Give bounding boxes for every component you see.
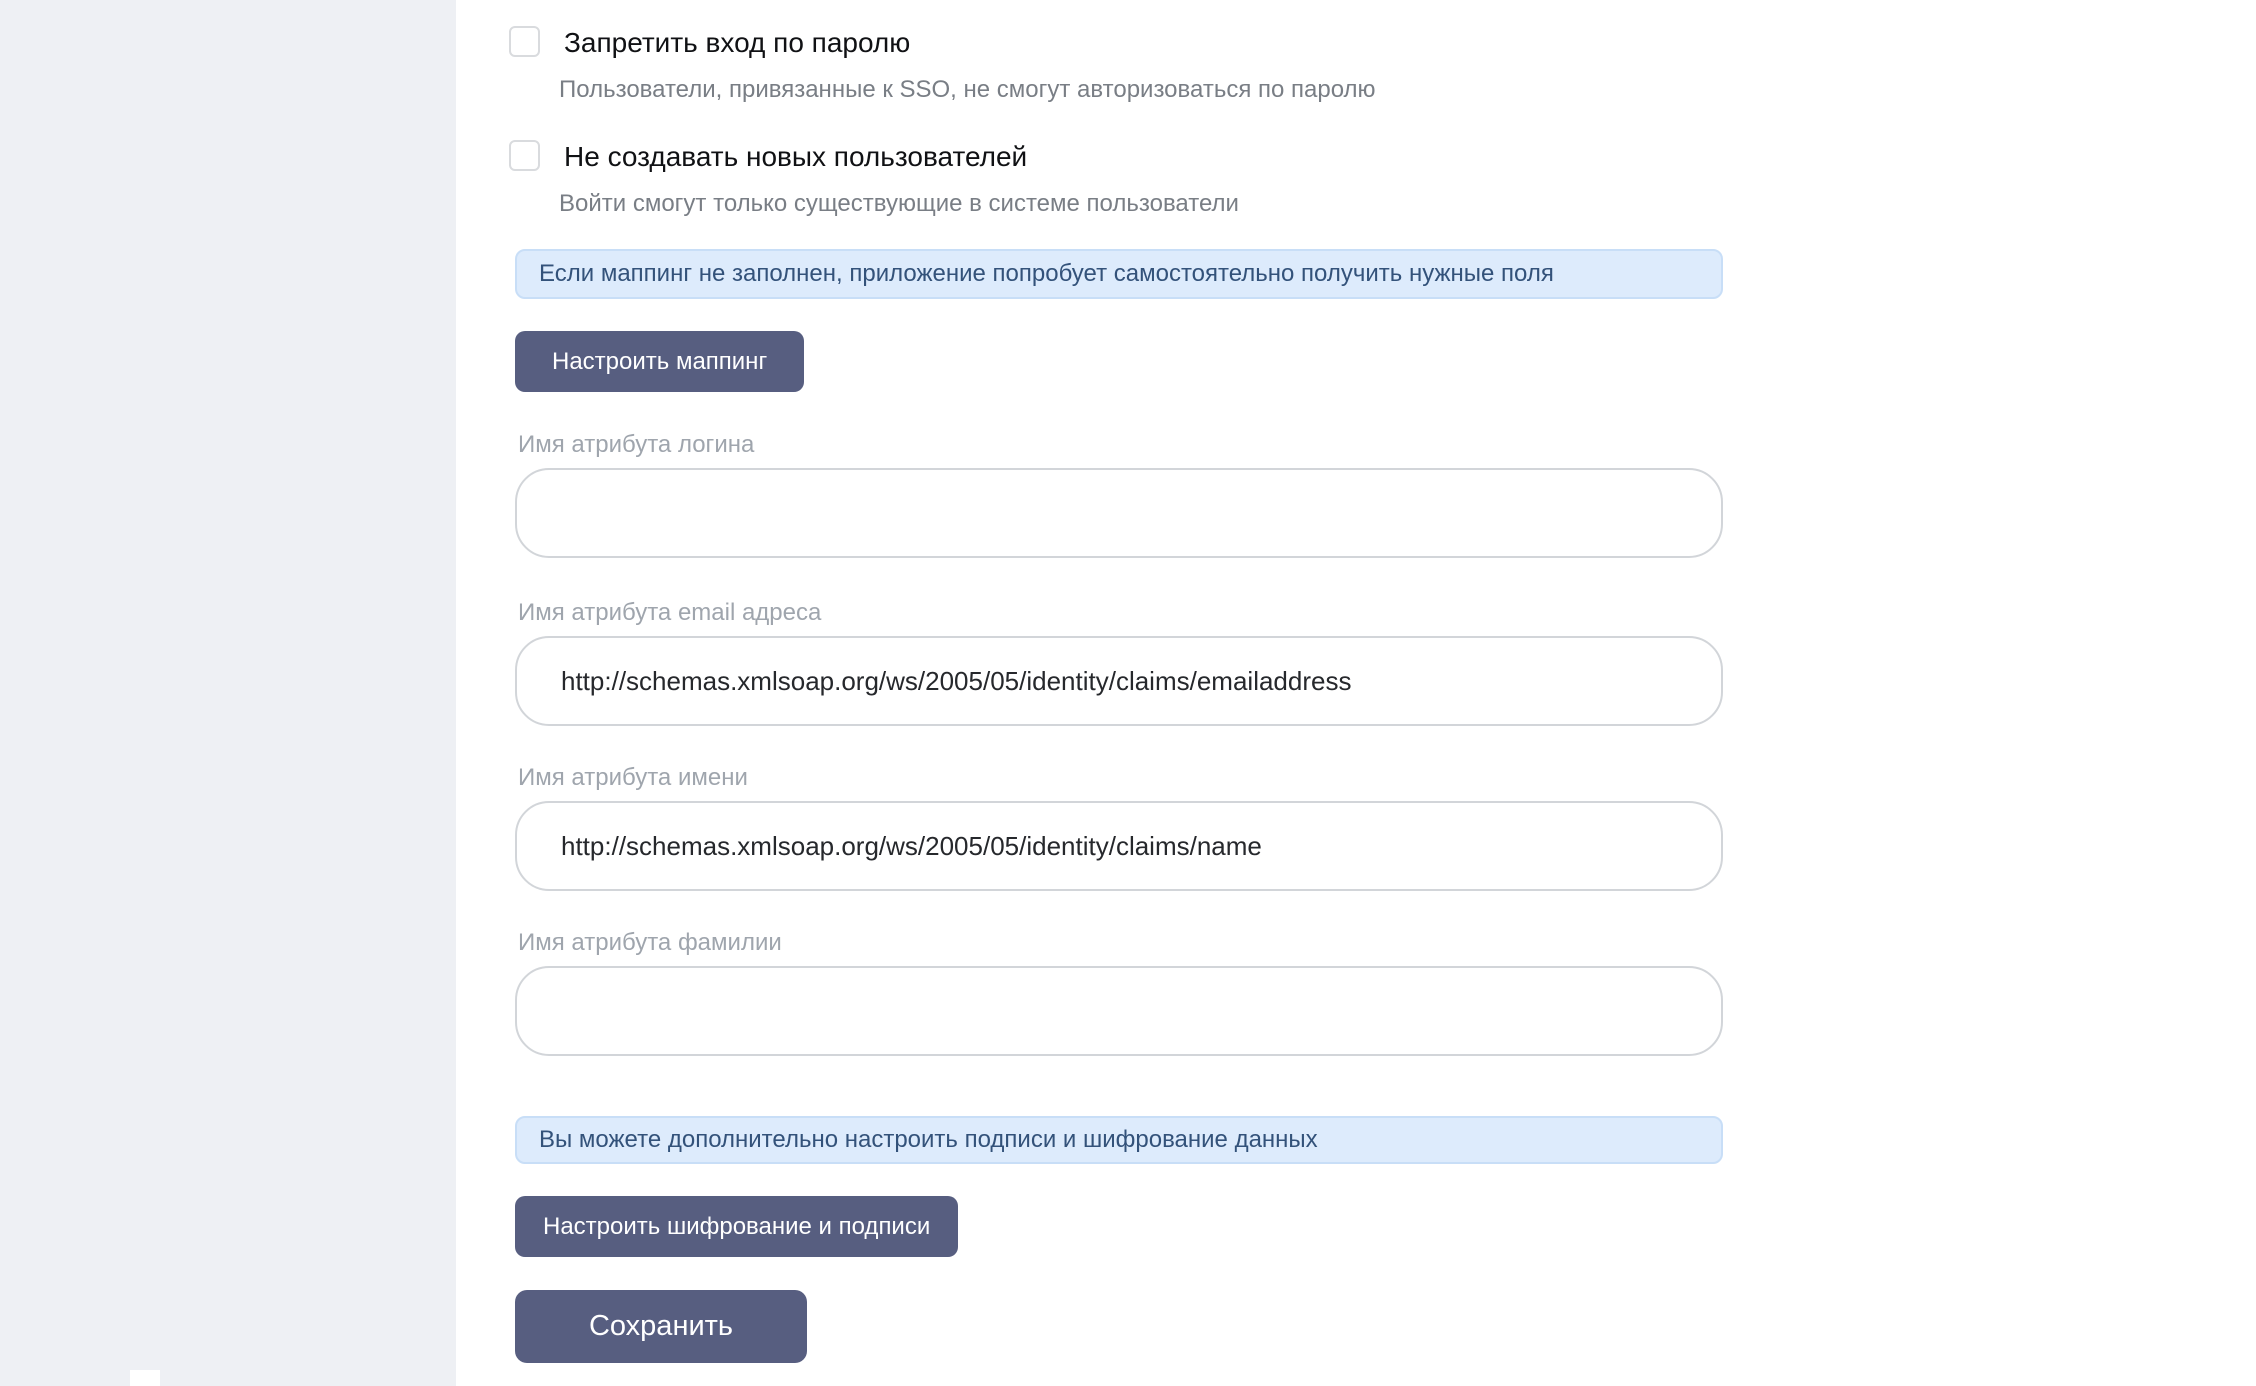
checkbox-field-no-new-users[interactable] (515, 140, 1723, 174)
disable-password-login-checkbox[interactable] (509, 26, 540, 57)
name-attribute-input[interactable] (515, 801, 1723, 891)
checkbox-field-disable-password-login[interactable] (515, 26, 1723, 60)
checkbox-label[interactable]: Не создавать новых пользователей (564, 141, 1028, 172)
login-attribute-input[interactable] (515, 468, 1723, 558)
no-new-users-checkbox[interactable] (509, 140, 540, 171)
email-attribute-label: Имя атрибута email адреса (518, 599, 822, 626)
email-attribute-input[interactable] (515, 636, 1723, 726)
sidebar-bottom-notch (130, 1370, 160, 1386)
mapping-info-banner: Если маппинг не заполнен, приложение попробует самостоятельно получить нужные поля (515, 249, 1723, 299)
checkbox-description: Пользователи, привязанные к SSO, не смогут авторизоваться по паролю (559, 76, 1376, 103)
login-attribute-label: Имя атрибута логина (518, 431, 755, 458)
surname-attribute-input[interactable] (515, 966, 1723, 1056)
checkbox-label[interactable]: Запретить вход по паролю (564, 27, 911, 58)
sidebar (0, 0, 456, 1386)
save-button[interactable]: Сохранить (515, 1290, 807, 1363)
surname-attribute-label: Имя атрибута фамилии (518, 929, 782, 956)
configure-signing-button[interactable]: Настроить шифрование и подписи (515, 1196, 958, 1257)
name-attribute-label: Имя атрибута имени (518, 764, 748, 791)
signing-info-banner: Вы можете дополнительно настроить подписи и шифрование данных (515, 1116, 1723, 1164)
configure-mapping-button[interactable]: Настроить маппинг (515, 331, 804, 392)
sso-settings-form (515, 0, 1723, 1363)
checkbox-description: Войти смогут только существующие в системе пользователи (559, 190, 1239, 217)
